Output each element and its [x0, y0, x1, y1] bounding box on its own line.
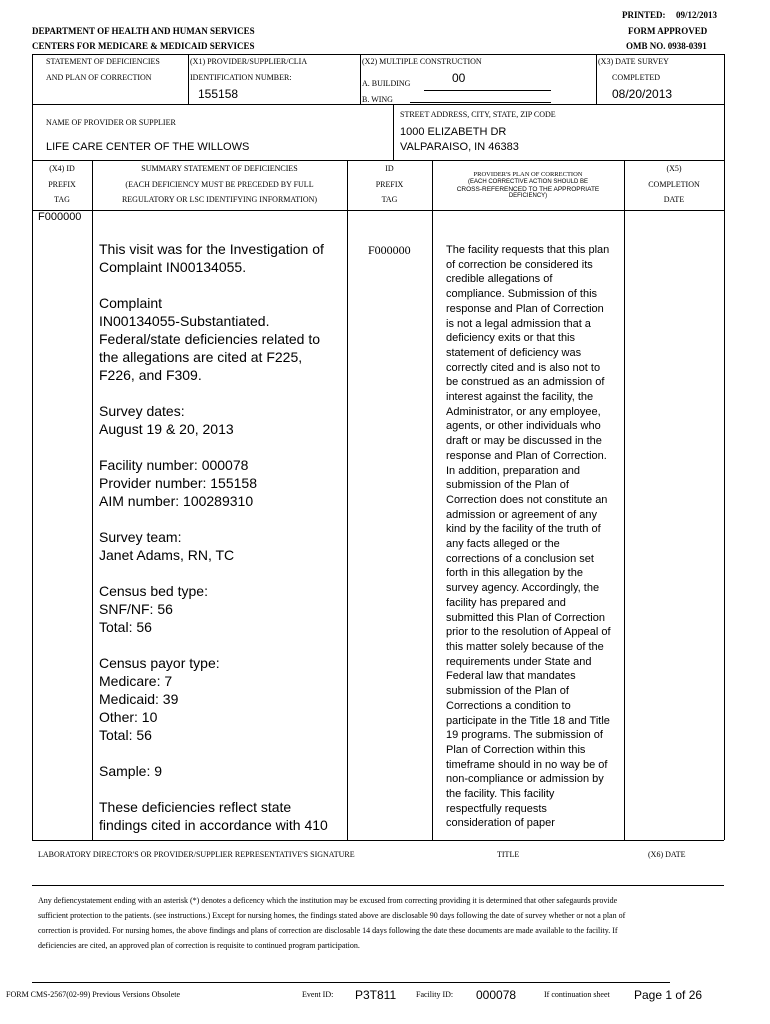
poc-header-line3: CROSS-REFERENCED TO THE APPROPRIATE [456, 186, 600, 193]
narrative-paragraph: Sample: 9 [99, 763, 163, 779]
plan-line: participate in the Title 18 and Title [446, 714, 610, 727]
plan-line: deficiency exits or that this [446, 332, 576, 345]
x4-prefix-header: PREFIX [48, 180, 76, 189]
statement-label: STATEMENT OF DEFICIENCIES [46, 57, 160, 66]
poc-header-line2: (EACH CORRECTIVE ACTION SHOULD BE [467, 179, 589, 185]
plan-line: requirements under State and [446, 655, 592, 668]
completed-label: COMPLETED [612, 73, 660, 82]
narrative-paragraph: Census bed type: SNF/NF: 56 Total: 56 [99, 583, 208, 635]
title-label: TITLE [497, 850, 520, 859]
centers-title: CENTERS FOR MEDICARE & MEDICAID SERVICES [32, 41, 255, 51]
plan-line: agents, or other individuals who [446, 420, 601, 433]
correction-tag: F000000 [368, 243, 411, 257]
plan-line: statement of deficiency was [446, 346, 582, 359]
plan-line: response and Plan of Correction [446, 302, 604, 315]
plan-line: facility has prepared and [446, 596, 566, 609]
plan-line: is not a legal admission that a [446, 317, 591, 330]
plan-line: survey agency. Accordingly, the [446, 582, 600, 595]
plan-line: 19 programs. The submission of [446, 729, 603, 742]
director-signature-label: LABORATORY DIRECTOR'S OR PROVIDER/SUPPLIER REPRESENTATIVE'S SIGNATURE [38, 850, 355, 859]
plan-line: compliance. Submission of this [446, 288, 598, 301]
poc-header-line4: DEFICIENCY) [508, 193, 548, 199]
plan-line: In addition, preparation and [446, 464, 580, 477]
wing-label: B. WING [362, 95, 393, 104]
plan-line: consideration of paper [446, 817, 555, 830]
summary-header-line2: (EACH DEFICIENCY MUST BE PRECEDED BY FULL [125, 180, 314, 189]
plan-line: Federal law that mandates [446, 670, 576, 683]
x3-label: (X3) DATE SURVEY [598, 57, 669, 66]
summary-header-line3: REGULATORY OR LSC IDENTIFYING INFORMATION) [121, 195, 318, 204]
building-label: A. BUILDING [362, 79, 411, 88]
plan-line: submitted this Plan of Correction [446, 611, 605, 624]
poc-header: PROVIDER'S PLAN OF CORRECTION [473, 171, 583, 178]
provider-name: LIFE CARE CENTER OF THE WILLOWS [46, 141, 250, 153]
provider-id-value: 155158 [198, 87, 239, 101]
provider-name-label: NAME OF PROVIDER OR SUPPLIER [46, 118, 176, 127]
deficiency-narrative [99, 240, 369, 852]
plan-line: prior to the resolution of Appeal of [446, 626, 611, 639]
plan-line: Administrator, or any employee, [446, 405, 601, 418]
plan-line: submission of the Plan of [446, 685, 569, 698]
printed-label: PRINTED: [622, 10, 666, 20]
plan-line: The facility requests that this plan [446, 244, 610, 256]
plan-line: submission of the Plan of [446, 479, 569, 492]
survey-date-value: 08/20/2013 [612, 87, 673, 101]
plan-line: Correction does not constitute an [446, 493, 608, 506]
narrative-paragraph: Survey team: Janet Adams, RN, TC [99, 529, 235, 563]
address-line1: 1000 ELIZABETH DR [400, 126, 507, 138]
date-header: DATE [663, 195, 685, 204]
summary-header: SUMMARY STATEMENT OF DEFICIENCIES [141, 164, 298, 173]
building-value: 00 [452, 71, 466, 85]
id-prefix-header: PREFIX [375, 180, 404, 189]
plan-line: any facts alleged or the [446, 538, 560, 551]
plan-line: of correction be considered its [446, 258, 593, 271]
id-header: ID [385, 164, 394, 173]
department-title: DEPARTMENT OF HEALTH AND HUMAN SERVICES [32, 26, 255, 36]
facility-id-value: 000078 [476, 988, 517, 1002]
form-approved: FORM APPROVED [628, 26, 708, 36]
identification-number-label: IDENTIFICATION NUMBER: [190, 73, 292, 82]
plan-line: corrections of a conclusion set [446, 552, 594, 565]
disclosure-footnote: Any defiencystatement ending with an asterisk (*) denotes a deficency which the institution may be excused from correcting providing it is determined that other safegaurds provide sufficient protection to the patients. (see instructions.) Except for nursing homes, the findings stated above are disclosable 90 days following the date of survey whether or not a plan of correction is provided. For nursing homes, the above findings and plans of correction are disclosable 14 days following the date these documents are made available to the facility. If deficiencies are cited, an approved plan of correction is requisite to continued program participation. [38, 896, 626, 950]
plan-line: Plan of Correction within this [446, 743, 586, 756]
narrative-paragraph: Census payor type: Medicare: 7 Medicaid: 39 Other: 10 Total: 56 [99, 655, 220, 743]
plan-line: respectfully requests [446, 802, 547, 815]
plan-line: correctly cited and is also not to [446, 361, 601, 374]
plan-of-correction-text [446, 243, 621, 831]
plan-line: interest against the facility, the [446, 391, 594, 404]
x2-label: (X2) MULTIPLE CONSTRUCTION [362, 57, 482, 66]
narrative-paragraph: Facility number: 000078 Provider number: 155158 AIM number: 100289310 [99, 457, 257, 509]
narrative-paragraph: This visit was for the Investigation of Complaint IN00134055. [99, 241, 324, 275]
plan-line: response and Plan of Correction. [446, 449, 607, 462]
plan-line: draft or may be discussed in the [446, 435, 602, 448]
facility-id-label: Facility ID: [416, 990, 454, 999]
deficiency-tag: F000000 [38, 211, 82, 223]
completion-header: COMPLETION [648, 180, 700, 189]
event-id-label: Event ID: [302, 990, 334, 999]
address-line2: VALPARAISO, IN 46383 [400, 141, 519, 153]
plan-line: forth in this allegation by the [446, 567, 583, 580]
plan-line: be construed as an admission of [446, 376, 605, 389]
x5-header: (X5) [666, 164, 682, 173]
x4-id-header: (X4) ID [49, 164, 75, 173]
plan-of-correction-label: AND PLAN OF CORRECTION [46, 73, 152, 82]
plan-line: admission or agreement of any [446, 508, 598, 521]
narrative-paragraph: Complaint IN00134055-Substantiated. Federal/state deficiencies related to the allegations are cited at F225, F226, and F309. [99, 295, 321, 383]
printed-date: 09/12/2013 [676, 10, 718, 20]
x4-tag-header: TAG [54, 195, 70, 204]
plan-line: timeframe should in no way be of [446, 758, 608, 771]
narrative-paragraph: These deficiencies reflect state findings cited in accordance with 410 [99, 799, 328, 833]
plan-line: credible allegations of [446, 273, 553, 286]
x1-label: (X1) PROVIDER/SUPPLIER/CLIA [190, 57, 308, 66]
plan-line: Corrections a condition to [446, 699, 571, 712]
address-label: STREET ADDRESS, CITY, STATE, ZIP CODE [400, 110, 556, 119]
plan-line: this matter solely because of the [446, 640, 604, 653]
signature-date-label: (X6) DATE [648, 850, 686, 859]
plan-line: the facility. This facility [446, 788, 555, 801]
id-tag-header: TAG [381, 195, 398, 204]
continuation-label: If continuation sheet [544, 990, 610, 999]
form-number: FORM CMS-2567(02-99) Previous Versions Obsolete [6, 990, 181, 999]
page-number: Page 1 of 26 [634, 988, 703, 1002]
event-id-value: P3T811 [355, 988, 397, 1002]
narrative-paragraph: Survey dates: August 19 & 20, 2013 [99, 403, 234, 437]
omb-number: OMB NO. 0938-0391 [626, 41, 707, 51]
plan-line: kind by the facility of the truth of [446, 523, 601, 536]
plan-line: non-compliance or admission by [446, 773, 604, 786]
